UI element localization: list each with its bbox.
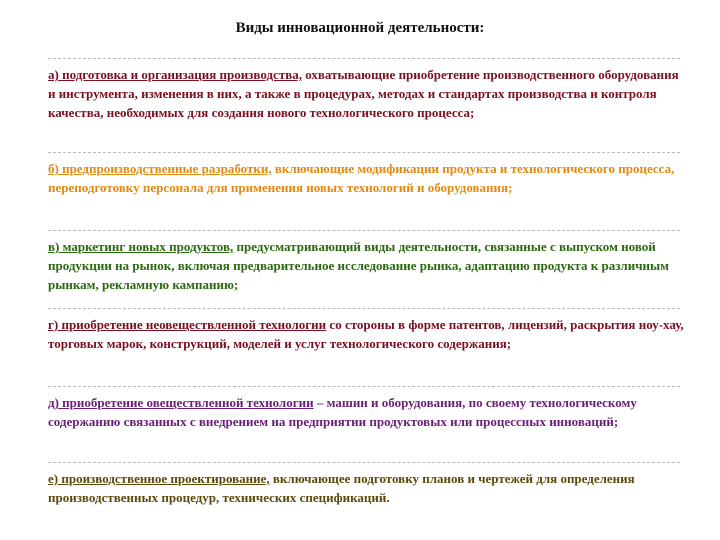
page-title: Виды инновационной деятельности: — [235, 20, 485, 36]
item-a — [48, 65, 688, 122]
item-b-text: включающие модификации продукта и технологического процесса, переподготовку персонала для применения новых технологий и оборудования; — [48, 161, 675, 195]
divider — [48, 386, 680, 387]
item-d-text: со стороны в форме патентов, лицензий, раскрытия ноу-хау, торговых марок, конструкций, моделей и услуг технологического содержания; — [48, 317, 684, 351]
divider — [48, 308, 680, 309]
item-a-text: охватывающие приобретение производственного оборудования и инструмента, изменения в них, а также в процедурах, методах и стандартах производства и контроля качества, необходимых для создания нового технологического процесса; — [48, 67, 679, 120]
item-f-lead: е) производственное проектирование, — [48, 471, 270, 486]
item-c-text: предусматривающий виды деятельности, связанные с выпуском новой продукции на рынок, включая предварительное исследование рынка, адаптацию продукта к различным рынкам, рекламную кампанию; — [48, 239, 670, 292]
item-d-lead: г) приобретение неовеществленной технологии — [48, 317, 327, 332]
divider — [48, 230, 680, 231]
item-d — [48, 315, 688, 353]
item-b-lead: б) предпроизводственные разработки, — [48, 161, 272, 176]
item-c-lead: в) маркетинг новых продуктов, — [48, 239, 234, 254]
item-c — [48, 237, 688, 294]
item-b — [48, 159, 688, 197]
item-e — [48, 393, 688, 431]
divider — [48, 152, 680, 153]
item-e-text: – машин и оборудования, по своему технологическому содержанию связанных с внедрением на предприятии продуктовых или процессных инноваций; — [48, 395, 637, 429]
item-f — [48, 469, 688, 507]
divider — [48, 462, 680, 463]
item-e-lead: д) приобретение овеществленной технологии — [48, 395, 314, 410]
item-f-text: включающее подготовку планов и чертежей для определения производственных процедур, технических спецификаций. — [48, 471, 635, 505]
divider — [48, 58, 680, 59]
item-a-lead: а) подготовка и организация производства, — [48, 67, 302, 82]
